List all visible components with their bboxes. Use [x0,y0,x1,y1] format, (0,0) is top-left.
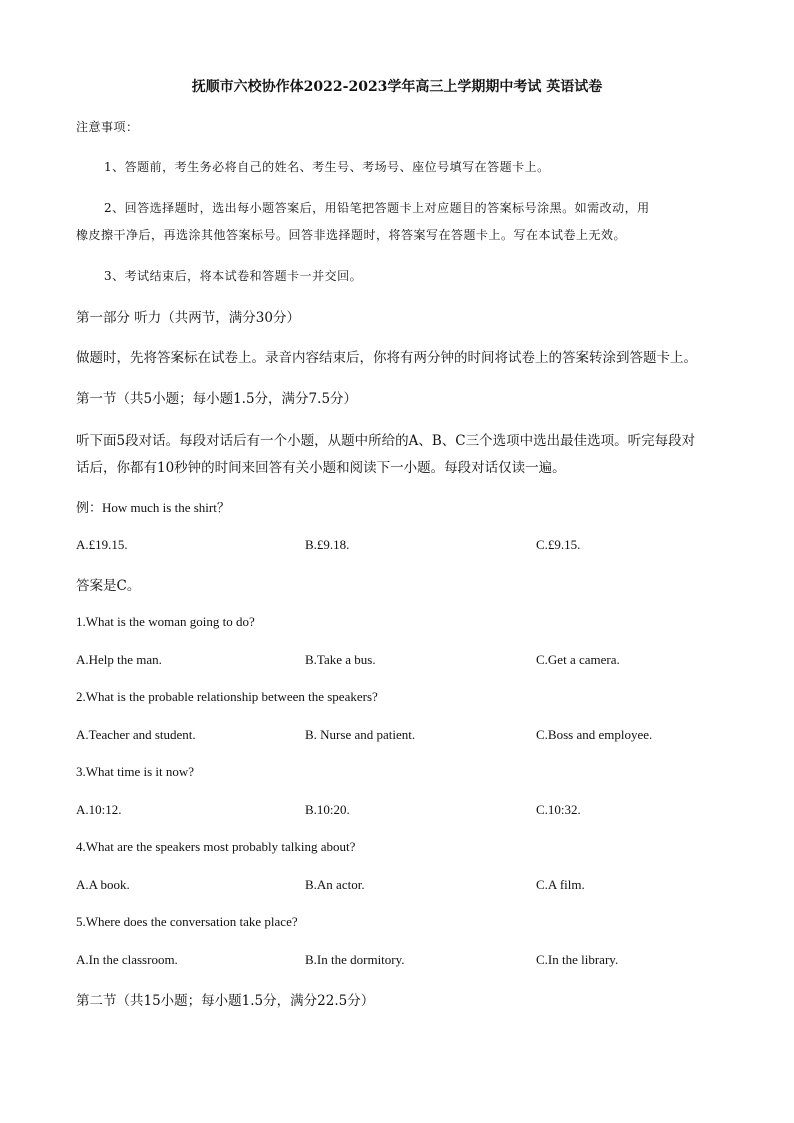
question-2-option-b: B. Nurse and patient. [305,727,416,742]
question-2-option-a: A.Teacher and student. [76,727,196,742]
question-4-option-b: B.An actor. [305,877,365,892]
example-question: 例：How much is the shirt？ [76,500,230,515]
question-1: 1.What is the woman going to do? [76,614,255,629]
question-5-option-c: C.In the library. [536,952,619,967]
question-4-option-a: A.A book. [76,877,130,892]
notice-item-2: 2、回答选择题时，选出每小题答案后，用铅笔把答题卡上对应题目的答案标号涂黑。如需改动，用 [104,201,650,215]
section1-instruction-2: 话后，你都有10秒钟的时间来回答有关小题和阅读下一小题。每段对话仅读一遍。 [76,460,566,476]
notice-item-3: 3、考试结束后，将本试卷和答题卡一并交回。 [104,269,363,283]
question-2-option-c: C.Boss and employee. [536,727,653,742]
part1-instruction: 做题时，先将答案标在试卷上。录音内容结束后，你将有两分钟的时间将试卷上的答案转涂到答题卡上。 [76,350,697,366]
question-1-option-a: A.Help the man. [76,652,162,667]
example-answer: 答案是C。 [76,578,141,594]
example-option-b: B.£9.18. [305,537,350,552]
question-2: 2.What is the probable relationship between the speakers? [76,689,378,704]
page-title: 抚顺市六校协作体2022-2023学年高三上学期期中考试 英语试卷 [191,79,603,95]
question-1-option-b: B.Take a bus. [305,652,376,667]
question-5-option-b: B.In the dormitory. [305,952,405,967]
question-3: 3.What time is it now? [76,764,195,779]
question-4-option-c: C.A film. [536,877,585,892]
notice-item-2-cont: 橡皮擦干净后，再选涂其他答案标号。回答非选择题时，将答案写在答题卡上。写在本试卷上无效。 [76,228,627,242]
question-1-option-c: C.Get a camera. [536,652,620,667]
section2-heading: 第二节（共15小题；每小题1.5分，满分22.5分） [76,993,375,1009]
question-5-option-a: A.In the classroom. [76,952,178,967]
question-3-option-c: C.10:32. [536,802,581,817]
example-option-c: C.£9.15. [536,537,581,552]
notice-item-1: 1、答题前，考生务必将自己的姓名、考生号、考场号、座位号填写在答题卡上。 [104,160,550,174]
section1-heading: 第一节（共5小题；每小题1.5分，满分7.5分） [76,391,358,407]
section1-instruction-1: 听下面5段对话。每段对话后有一个小题，从题中所给的A、B、C三个选项中选出最佳选项。听完每段对 [76,433,696,449]
question-4: 4.What are the speakers most probably talking about? [76,839,356,854]
question-3-option-a: A.10:12. [76,802,122,817]
example-option-a: A.£19.15. [76,537,128,552]
notice-heading: 注意事项： [76,120,139,134]
question-3-option-b: B.10:20. [305,802,350,817]
part1-heading: 第一部分 听力（共两节，满分30分） [76,310,300,326]
question-5: 5.Where does the conversation take place? [76,914,298,929]
